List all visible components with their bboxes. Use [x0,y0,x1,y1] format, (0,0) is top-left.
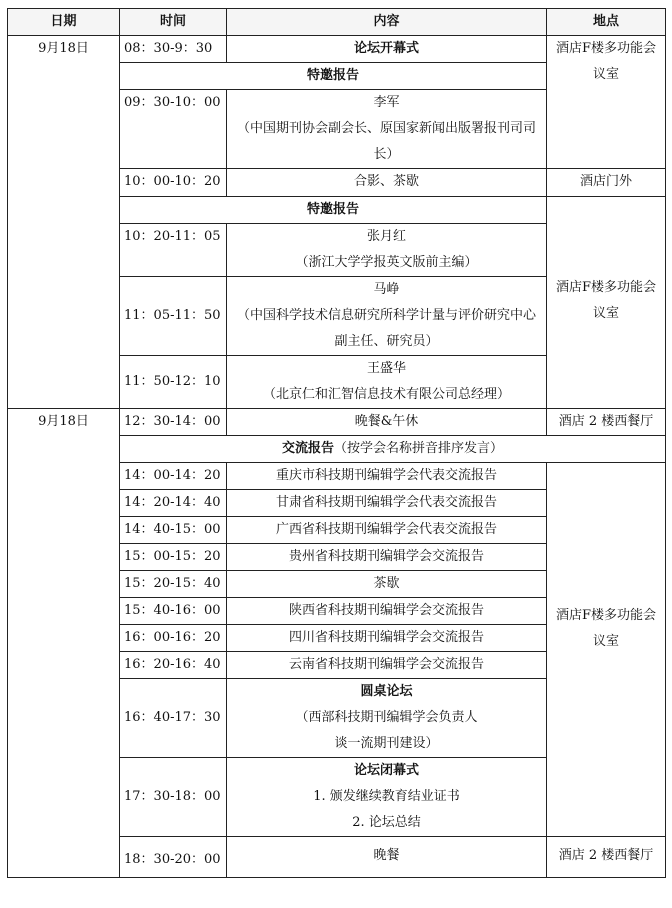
time-cell: 14：00-14：20 [120,463,227,490]
content-cell: 广西省科技期刊编辑学会代表交流报告 [227,517,547,544]
time-cell: 11：05-11：50 [120,277,227,356]
speaker-detail: （中国科学技术信息研究所科学计量与评价研究中心副主任、研究员） [236,308,536,349]
venue-cell: 酒店 2 楼西餐厅 [547,837,666,878]
time-cell: 15：20-15：40 [120,571,227,598]
content-cell: 云南省科技期刊编辑学会交流报告 [227,652,547,679]
time-cell: 14：40-15：00 [120,517,227,544]
content-cell: 茶歇 [227,571,547,598]
date-cell-second: 9月18日 [8,409,120,878]
content-cell: 四川省科技期刊编辑学会交流报告 [227,625,547,652]
speaker-name: 张月红 [366,229,406,244]
time-cell: 09：30-10：00 [120,90,227,169]
speaker-name: 李军 [373,95,400,110]
section-title: 交流报告 [281,441,334,456]
content-cell: 贵州省科技期刊编辑学会交流报告 [227,544,547,571]
content-cell [227,277,547,356]
time-cell: 10：20-11：05 [120,224,227,277]
section-heading [120,436,666,463]
section-note: （按学会名称拼音排序发言） [334,441,504,456]
header-date: 日期 [8,9,120,36]
content-cell [227,224,547,277]
time-cell: 15：40-16：00 [120,598,227,625]
time-cell: 18：30-20：00 [120,837,227,878]
section-heading: 特邀报告 [120,63,547,90]
venue-cell: 酒店F楼多功能会议室 [547,463,666,837]
time-cell: 10：00-10：20 [120,169,227,197]
venue-cell: 酒店F楼多功能会议室 [547,197,666,409]
closing-item-2: 2. 论坛总结 [352,815,421,830]
speaker-name: 马峥 [373,282,400,297]
roundtable-line2: 谈一流期刊建设） [334,736,439,751]
time-cell: 14：20-14：40 [120,490,227,517]
venue-cell: 酒店门外 [547,169,666,197]
time-cell: 15：00-15：20 [120,544,227,571]
header-time: 时间 [120,9,227,36]
closing-title: 论坛闭幕式 [353,763,419,778]
content-cell: 晚餐 [227,837,547,878]
venue-cell: 酒店 2 楼西餐厅 [547,409,666,436]
section-heading: 特邀报告 [120,197,547,224]
time-cell: 17：30-18：00 [120,758,227,837]
speaker-name: 王盛华 [366,361,406,376]
content-cell: 晚餐&午休 [227,409,547,436]
content-cell [227,356,547,409]
time-cell: 16：20-16：40 [120,652,227,679]
content-cell: 甘肃省科技期刊编辑学会代表交流报告 [227,490,547,517]
date-cell-first: 9月18日 [8,36,120,409]
speaker-detail: （中国期刊协会副会长、原国家新闻出版署报刊司司长） [236,121,536,162]
time-cell: 16：00-16：20 [120,625,227,652]
speaker-detail: （北京仁和汇智信息技术有限公司总经理） [262,387,510,402]
closing-item-1: 1. 颁发继续教育结业证书 [313,789,460,804]
roundtable-title: 圆桌论坛 [360,684,413,699]
content-cell: 重庆市科技期刊编辑学会代表交流报告 [227,463,547,490]
content-cell: 论坛开幕式 [227,36,547,63]
speaker-detail: （浙江大学学报英文版前主编） [295,255,478,270]
time-cell: 08：30-9：30 [120,36,227,63]
schedule-document [7,8,666,878]
table-row [8,409,666,436]
roundtable-line1: （西部科技期刊编辑学会负责人 [295,710,478,725]
content-cell [227,90,547,169]
schedule-table [7,8,666,878]
time-cell: 16：40-17：30 [120,679,227,758]
venue-cell: 酒店F楼多功能会议室 [547,36,666,169]
header-content: 内容 [227,9,547,36]
time-cell: 11：50-12：10 [120,356,227,409]
content-cell: 合影、茶歇 [227,169,547,197]
content-cell [227,758,547,837]
time-cell: 12：30-14：00 [120,409,227,436]
content-cell [227,679,547,758]
table-row [8,36,666,63]
header-venue: 地点 [547,9,666,36]
table-header-row [8,9,666,36]
content-cell: 陕西省科技期刊编辑学会交流报告 [227,598,547,625]
